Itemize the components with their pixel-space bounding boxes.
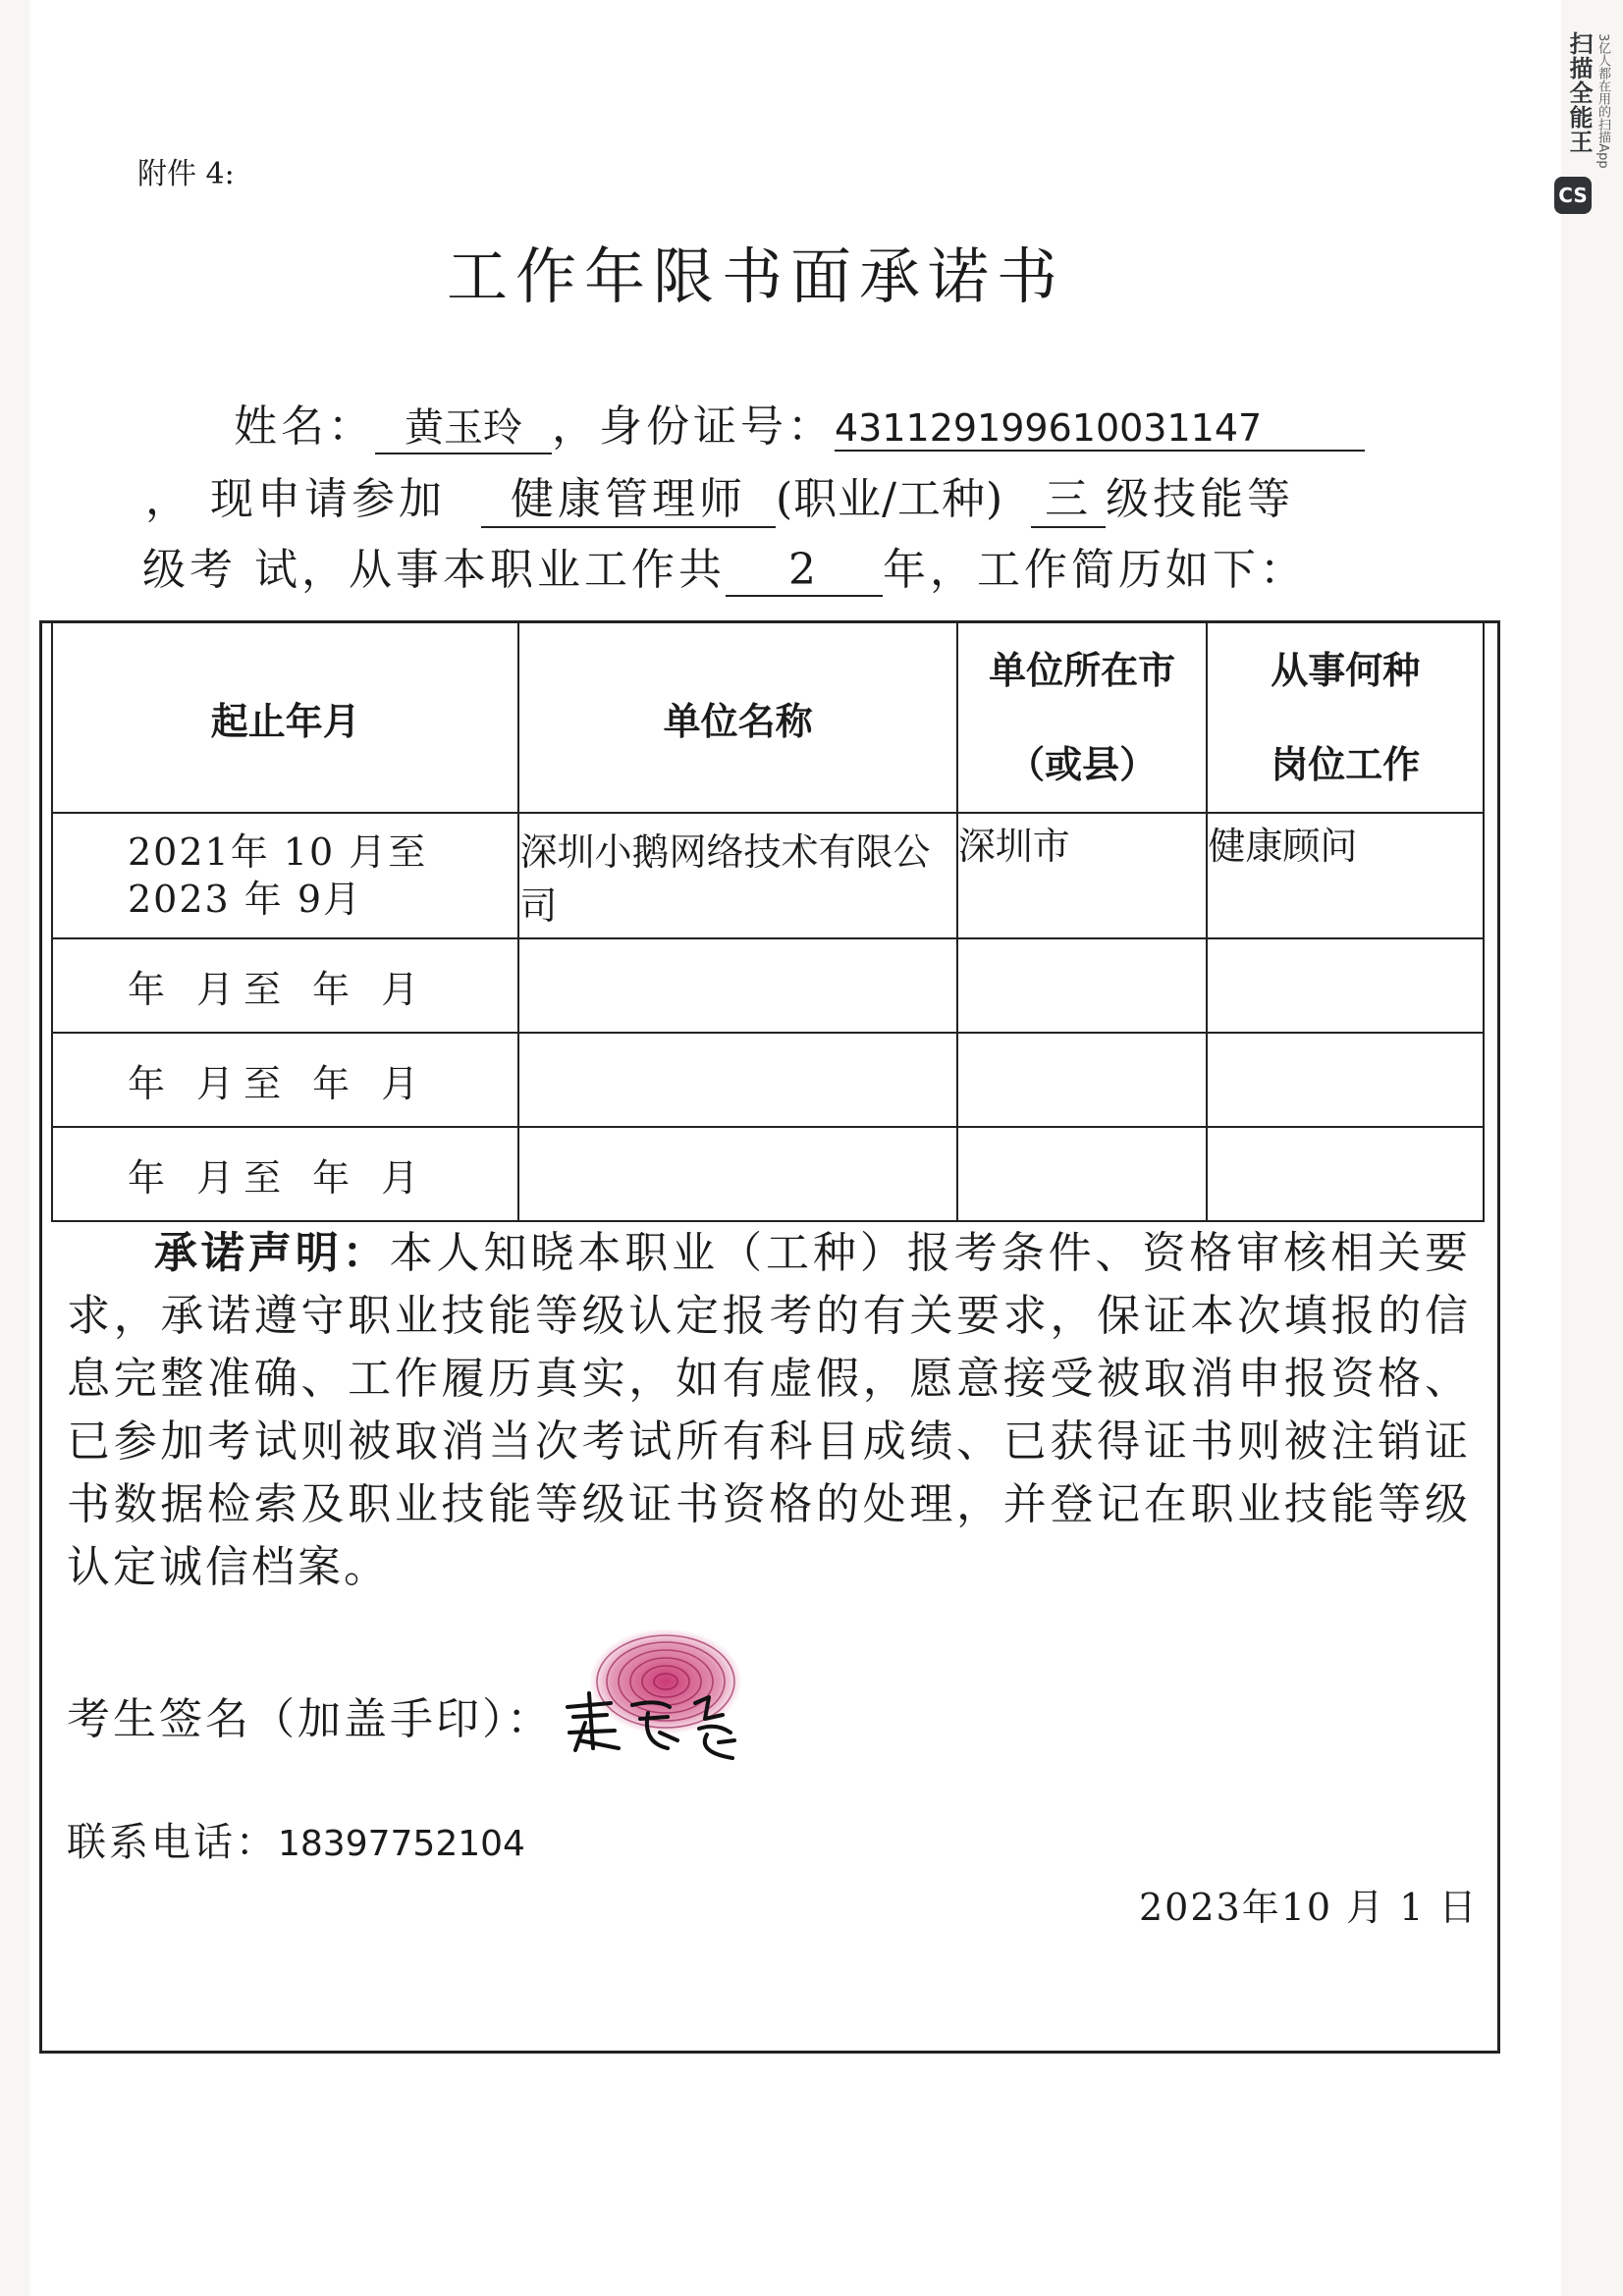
id-label: ，身份证号： [552, 401, 835, 452]
watermark-app-name: 扫描全能王 [1565, 31, 1593, 154]
header-city [957, 622, 1208, 813]
row-unit-name [518, 1127, 956, 1221]
row-unit-name [518, 938, 956, 1033]
application-line [145, 463, 1294, 528]
phone-label: 联系电话： [67, 1820, 278, 1865]
watermark-logo-icon: CS [1554, 177, 1592, 214]
row-city: 深圳市 [957, 813, 1208, 938]
scanner-watermark [1554, 29, 1613, 236]
table-row [52, 1033, 1484, 1127]
level-value: 三 [1031, 463, 1106, 528]
header-unit-name: 单位名称 [518, 622, 956, 813]
name-id-line [234, 391, 1365, 454]
row-post [1207, 1033, 1484, 1127]
header-post [1207, 622, 1484, 813]
work-history-table [51, 621, 1485, 1222]
signing-date: 2023年10 月 1 日 [1139, 1886, 1479, 1929]
phone-value: 18397752104 [278, 1824, 525, 1864]
row-city [957, 1127, 1208, 1221]
header-city-line1: 单位所在市 [989, 649, 1176, 692]
row-post [1207, 938, 1484, 1033]
level-suffix: 级技能等 [1106, 474, 1295, 524]
header-city-line2: （或县） [1007, 743, 1158, 786]
id-number-value: 431129199610031147 [835, 406, 1365, 452]
occupation-value: 健康管理师 [481, 463, 776, 528]
years-value: 2 [726, 545, 883, 597]
period-start: 2021年 10 月至 [128, 830, 428, 874]
name-value: 黄玉玲 [375, 397, 552, 454]
occupation-suffix: (职业/工种) [776, 474, 1004, 524]
row-unit-name [518, 1033, 956, 1127]
table-row [52, 813, 1484, 938]
header-post-line2: 岗位工作 [1271, 743, 1421, 786]
document-title: 工作年限书面承诺书 [446, 240, 1065, 312]
exam-prefix: 级考 试，从事本职业工作共 [142, 545, 726, 595]
contact-phone [67, 1811, 525, 1867]
watermark-tagline: 3亿人都在用的扫描App [1596, 33, 1610, 169]
row-city [957, 938, 1208, 1033]
row-period: 年 月至 年 月 [52, 938, 518, 1033]
years-suffix: 年，工作简历如下： [883, 545, 1307, 595]
statement-body: 本人知晓本职业（工种）报考条件、资格审核相关要求，承诺遵守职业技能等级认定报考的有关要求，保证本次填报的信息完整准确、工作履历真实，如有虚假，愿意接受被取消申报资格、已参加考试则被取消当次考试所有科目成绩、已获得证书则被注销证书数据检索及职业技能等级证书资格的处理，并登记在职业技能等级认定诚信档案。 [67, 1228, 1472, 1592]
table-row [52, 1127, 1484, 1221]
table-header-row [52, 622, 1484, 813]
row-period: 年 月至 年 月 [52, 1033, 518, 1127]
commitment-statement [67, 1222, 1471, 1599]
years-line [142, 534, 1307, 597]
apply-prefix: ， 现申请参加 [145, 474, 446, 524]
annex-label: 附件 4: [137, 157, 235, 191]
header-period: 起止年月 [52, 622, 518, 813]
signature-fingerprint [550, 1625, 756, 1782]
table-row [52, 938, 1484, 1033]
row-period: 年 月至 年 月 [52, 1127, 518, 1221]
name-label: 姓名： [234, 401, 375, 452]
header-post-line1: 从事何种 [1271, 649, 1421, 692]
row-post [1207, 1127, 1484, 1221]
row-period [52, 813, 518, 938]
row-city [957, 1033, 1208, 1127]
signature-label: 考生签名（加盖手印）： [67, 1694, 553, 1744]
row-unit-name: 深圳小鹅网络技术有限公司 [518, 813, 956, 938]
period-end: 2023 年 9月 [128, 878, 363, 921]
row-post: 健康顾问 [1207, 813, 1484, 938]
statement-lead: 承诺声明： [153, 1228, 390, 1278]
